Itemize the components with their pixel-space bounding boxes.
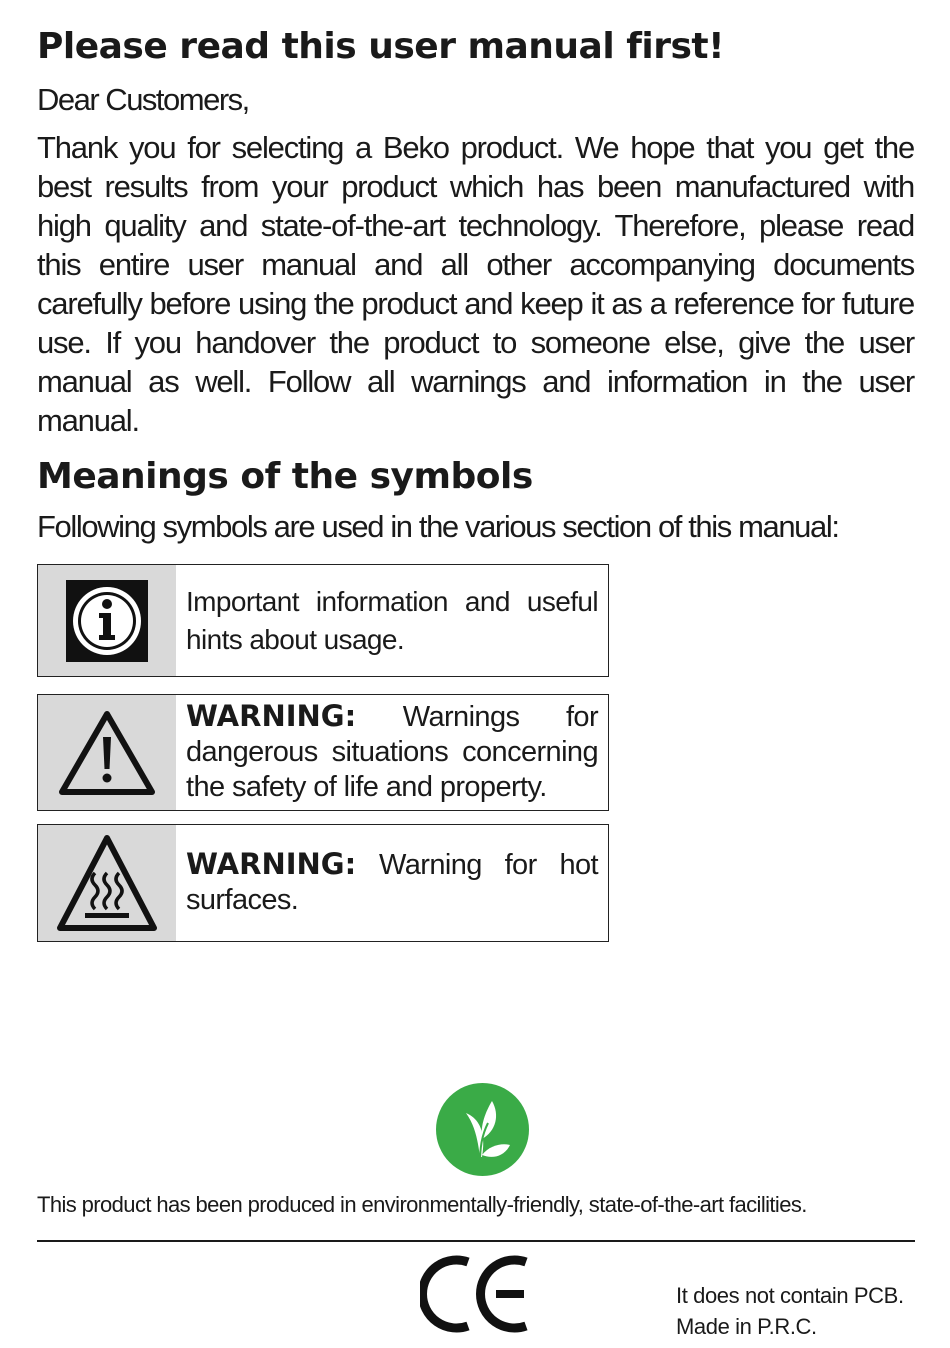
warning-triangle-icon xyxy=(57,709,157,797)
footer-notes xyxy=(676,1280,904,1342)
symbol-icon-cell xyxy=(38,825,176,941)
symbols-intro: Following symbols are used in the various section of this manual: xyxy=(37,509,839,544)
eco-statement: This product has been produced in environmentally-friendly, state-of-the-art facilities. xyxy=(37,1192,807,1217)
symbols-heading: Meanings of the symbols xyxy=(37,456,533,497)
warning-label: WARNING: xyxy=(186,847,357,881)
symbol-icon-cell xyxy=(38,565,176,676)
divider xyxy=(37,1240,915,1242)
origin-note: Made in P.R.C. xyxy=(676,1314,817,1339)
symbol-row-warning xyxy=(37,694,609,811)
symbol-description: Warnings for dangerous situations concerning the safety of life and property. xyxy=(186,701,598,803)
symbol-row-hot-surface xyxy=(37,824,609,942)
page-title: Please read this user manual first! xyxy=(37,26,725,67)
symbol-icon-cell xyxy=(38,695,176,810)
symbol-description: Important information and useful hints about usage. xyxy=(186,586,598,655)
leaf-icon xyxy=(436,1083,529,1176)
hot-surface-icon xyxy=(55,833,159,933)
greeting: Dear Customers, xyxy=(37,82,249,117)
symbol-row-info xyxy=(37,564,609,677)
pcb-note: It does not contain PCB. xyxy=(676,1283,904,1308)
intro-paragraph: Thank you for selecting a Beko product. We hope that you get the best results from your product which has been manufactured with high quality and state-of-the-art technology. Therefore, please read this entire user manual and all other accompanying documents carefully before using the product and keep it as a reference for future use. If you handover the product to someone else, give the user manual as well. Follow all warnings and information in the user manual. xyxy=(37,130,914,438)
info-icon xyxy=(66,580,148,662)
warning-label: WARNING: xyxy=(186,699,357,733)
symbol-description: Warning for hot surfaces. xyxy=(186,849,598,916)
ce-mark-icon xyxy=(420,1254,532,1334)
